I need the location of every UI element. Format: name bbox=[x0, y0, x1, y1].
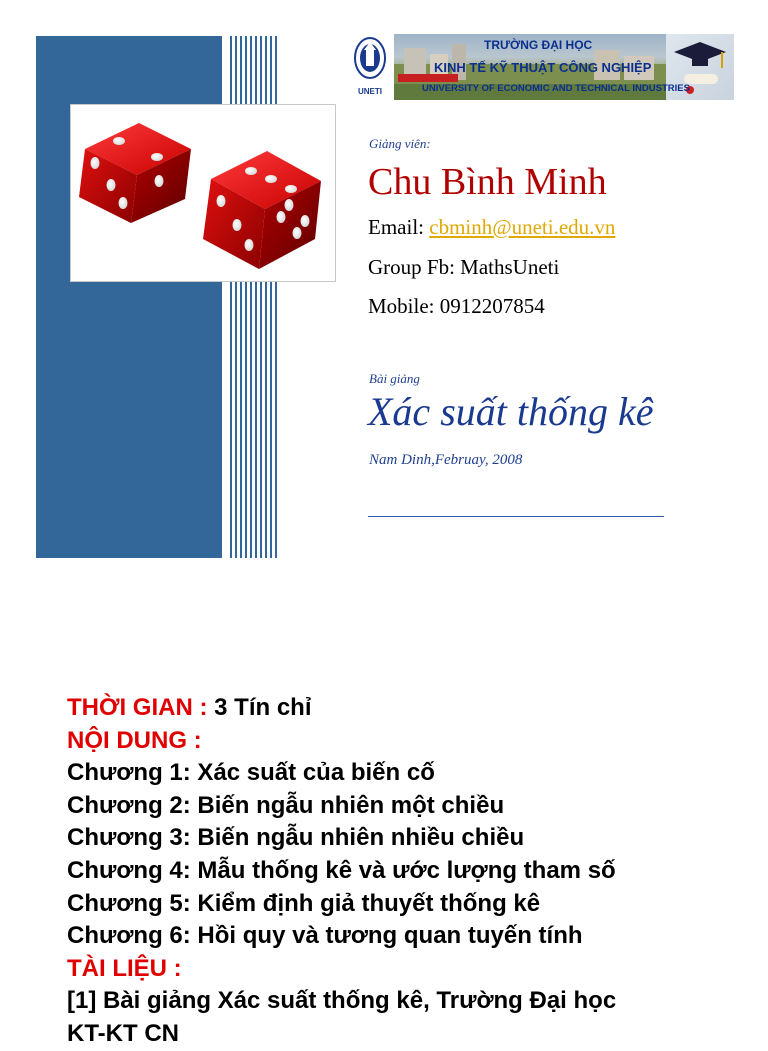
email-line bbox=[368, 215, 615, 240]
divider-line bbox=[368, 516, 664, 517]
reference-item: [1] Bài giảng Xác suất thống kê, Trường Đại học bbox=[67, 987, 617, 1015]
dice-image bbox=[70, 104, 336, 282]
logo-label: UNETI bbox=[358, 87, 382, 96]
course-info bbox=[67, 692, 757, 1051]
chapter-item: Chương 6: Hồi quy và tương quan tuyến tính bbox=[67, 922, 583, 950]
email-link[interactable]: cbminh@uneti.edu.vn bbox=[429, 215, 616, 239]
chapter-item: Chương 2: Biến ngẫu nhiên một chiều bbox=[67, 791, 505, 819]
lecture-label: Bài giảng bbox=[369, 371, 420, 386]
group-line: Group Fb: MathsUneti bbox=[368, 255, 560, 279]
time-value: 3 Tín chỉ bbox=[214, 694, 312, 721]
time-label: THỜI GIAN : bbox=[67, 694, 215, 721]
chapter-item: Chương 1: Xác suất của biến cố bbox=[67, 759, 435, 787]
banner-title: TRƯỜNG ĐẠI HỌC bbox=[484, 38, 593, 52]
reference-item-continued: KT-KT CN bbox=[67, 1019, 179, 1047]
chapter-item: Chương 3: Biến ngẫu nhiên nhiều chiều bbox=[67, 824, 525, 852]
university-banner bbox=[352, 34, 734, 100]
lecturer-name: Chu Bình Minh bbox=[368, 161, 607, 203]
content-label: NỘI DUNG : bbox=[67, 726, 202, 754]
banner-subtitle: KINH TẾ KỸ THUẬT CÔNG NGHIỆP bbox=[434, 60, 652, 75]
banner-english-name: UNIVERSITY OF ECONOMIC AND TECHNICAL INDUSTRIES bbox=[422, 83, 690, 94]
course-title: Xác suất thống kê bbox=[368, 389, 654, 434]
university-logo-icon bbox=[352, 36, 388, 100]
die-right bbox=[203, 151, 321, 269]
chapter-item: Chương 5: Kiểm định giả thuyết thống kê bbox=[67, 889, 541, 917]
email-label: Email: bbox=[368, 215, 430, 239]
die-left bbox=[79, 123, 191, 223]
mobile-line: Mobile: 0912207854 bbox=[368, 294, 545, 318]
chapter-item: Chương 4: Mẫu thống kê và ước lượng tham số bbox=[67, 856, 616, 884]
time-row bbox=[67, 692, 757, 725]
place-date: Nam Dinh,Februay, 2008 bbox=[369, 452, 523, 468]
references-label: TÀI LIỆU : bbox=[67, 954, 182, 982]
lecturer-label: Giảng viên: bbox=[369, 136, 431, 151]
dice-icon bbox=[71, 105, 335, 281]
